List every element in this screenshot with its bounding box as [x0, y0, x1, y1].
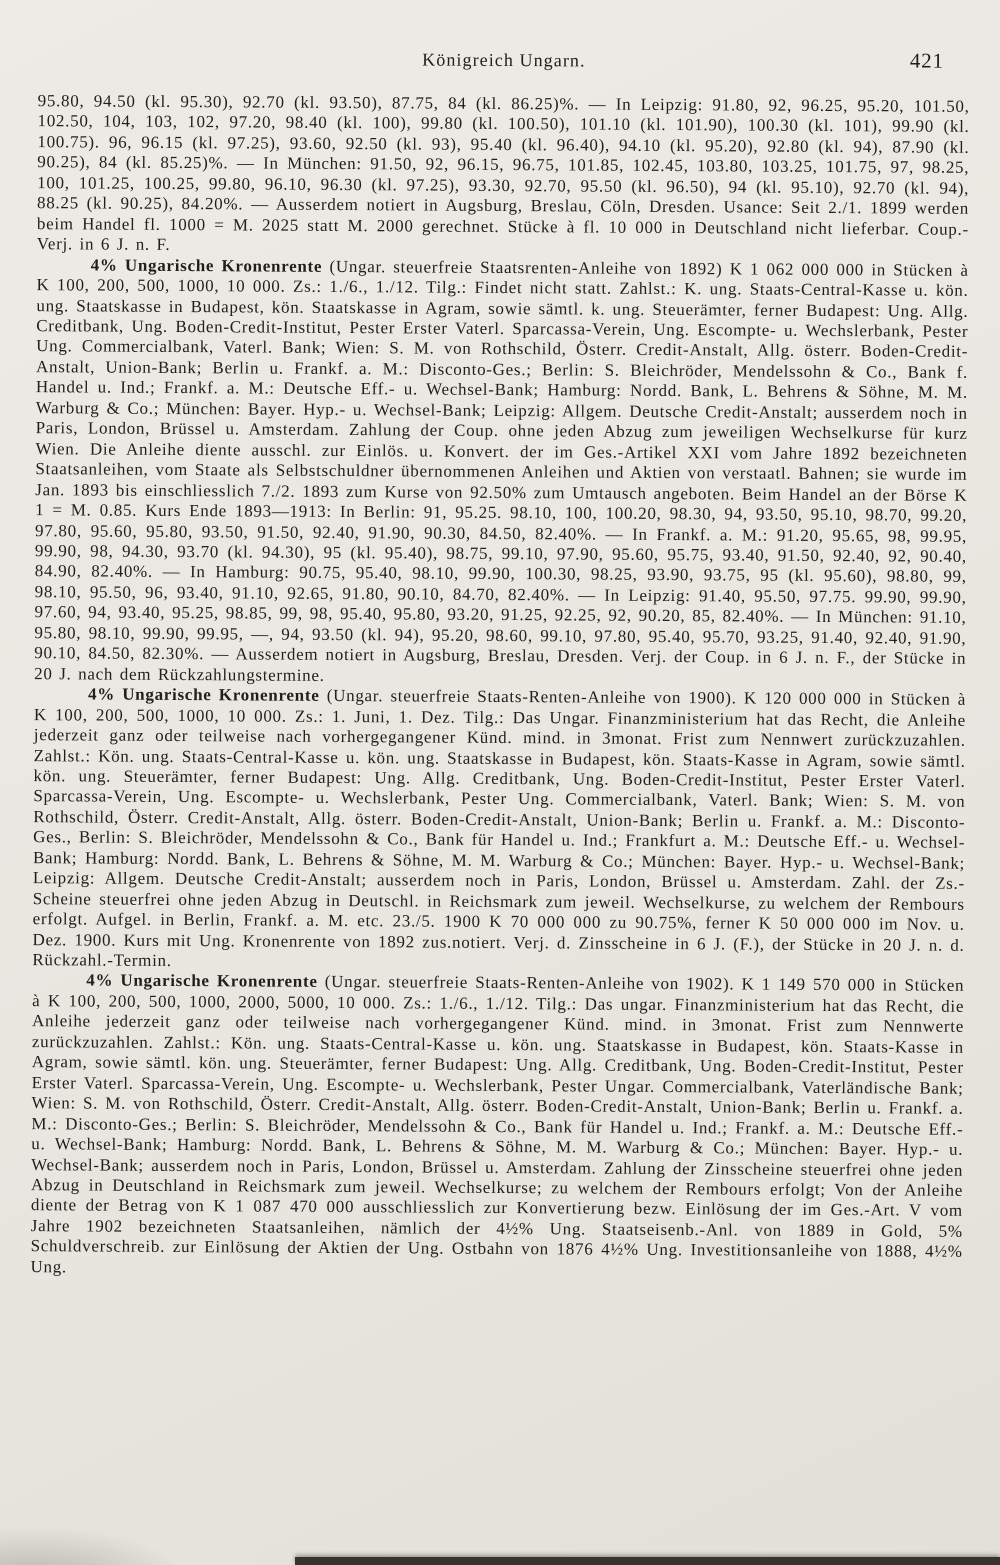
paragraph-lead: 4% Ungarische Kronenrente — [90, 255, 323, 276]
paragraph-text: 95.80, 94.50 (kl. 95.30), 92.70 (kl. 93.50), 87.75, 84 (kl. 86.25)%. — In Leipzig: 91.80, 92, 96.25, 95.20, 101.50, 102.50, 104, 103, 102, 97.20, 98.40 (kl. 100), 99.80 (kl. 100.50), 101.10 (kl. 101.90), 100.30 (kl. 101), 99.90 (kl. 100.75). 96, 96.15 (kl. 97.25), 93.60, 92.50 (kl. 93), 95.40 (kl. 96.40), 94.10 (kl. 95.20), 92.80 (kl. 94), 87.90 (kl. 90.25), 84 (kl. 85.25)%. — In München: 91.50, 92, 96.15, 96.75, 101.85, 102.45, 103.80, 103.25, 101.75, 97, 98.25, 100, 101.25, 100.25, 99.80, 96.10, 96.30 (kl. 97.25), 93.30, 92.70, 95.50 (kl. 96.50), 94 (kl. 95.10), 92.70 (kl. 94), 88.25 (kl. 90.25), 84.20%. — Ausserdem notiert in Augsburg, Breslau, Cöln, Dresden. Usance: Seit 2./1. 1899 werden beim Handel fl. 1000 = M. 2025 statt M. 2000 gerechnet. Stücke à fl. 10 000 in Deutschland nicht lieferbar. Coup.-Verj. in 6 J. n. F. — [36, 91, 970, 255]
paragraph-text: (Ungar. steuerfreie Staats-Renten-Anleihe von 1902). K 1 149 570 000 in Stücken à K 100, 200, 500, 1000, 2000, 5000, 10 000. Zs.: 1./6., 1./12. Tilg.: Das ungar. Finanzministerium hat das Recht, die Anleihe jederzeit ganz oder teilweise nach vorhergegangener Künd. mind. in 3monat. Frist zum Nennwerte zurückzuzahlen. Zahlst.: Kön. ung. Staats-Central-Kasse u. kön. ung. Staatskasse in Budapest, kön. Staats-Kasse in Agram, sowie sämtl. kön. ung. Steuerämter, ferner Budapest: Ung. Allg. Creditbank, Ung. Boden-Credit-Institut, Pester Erster Vaterl. Sparcassa-Verein, Ung. Escompte- u. Wechslerbank, Pester Ungar. Commercialbank, Vaterländische Bank; Wien: S. M. von Rothschild, Österr. Credit-Anstalt, Allg. österr. Boden-Credit-Anstalt, Union-Bank; Berlin u. Frankf. a. M.: Disconto-Ges.; Berlin: S. Bleichröder, Mendelssohn & Co., Bank für Handel u. Ind.; Frankf. a. M.: Deutsche Eff.- u. Wechsel-Bank; Hamburg: Nordd. Bank, L. Behrens & Söhne, M. M. Warburg & Co.; München: Bayer. Hyp.- u. Wechsel-Bank; ausserdem noch in Paris, London, Brüssel u. Amsterdam. Zahlung der Zinsscheine steuerfrei ohne jeden Abzug in Deutschland in Reichsmark zum jeweil. Wechselkurse; zu welchem der Rembours erfolgt; Von der Anleihe diente der Betrag von K 1 087 470 000 ausschliesslich zur Konvertierung bezw. Einlösung der im Ges.-Art. V vom Jahre 1902 bezeichneten Staatsanleihen, nämlich der 4½% Ung. Staatseisenb.-Anl. von 1889 in Gold, 5% Schuldverschreib. zur Einlösung der Aktien der Ung. Ostbahn von 1876 4½% Ung. Investitionsanleihe von 1888, 4½% Ung. — [30, 972, 965, 1277]
page-header — [38, 43, 970, 83]
scan-edge-shadow — [295, 1557, 1000, 1565]
page-number: 421 — [909, 48, 944, 73]
scan-corner-shade — [0, 1525, 200, 1565]
paragraph-kronenrente-1892 — [34, 255, 969, 690]
paragraph-lead: 4% Ungarische Kronenrente — [86, 970, 318, 992]
page-content — [30, 43, 970, 1283]
paragraph-kronenrente-1900 — [32, 684, 966, 976]
paragraph-text: (Ungar. steuerfreie Staatsrenten-Anleihe von 1892) K 1 062 000 000 in Stücken à K 100, 200, 500, 1000, 10 000. Zs.: 1./6., 1./12. Tilg.: Findet nicht statt. Zahlst.: K. ung. Staats-Central-Kasse u. kön. ung. Staatskasse in Budapest, kön. Staatskasse in Agram, sowie sämtl. k. ung. Steuerämter, ferner Budapest: Ung. Allg. Creditbank, Ung. Boden-Credit-Institut, Pester Erster Vaterl. Sparcassa-Verein, Ung. Escompte- u. Wechslerbank, Pester Ung. Commercialbank, Vaterl. Bank; Wien: S. M. von Rothschild, Österr. Credit-Anstalt, Allg. österr. Boden-Credit-Anstalt, Union-Bank; Berlin u. Frankf. a. M.: Disconto-Ges.; Berlin: S. Bleichröder, Mendelssohn & Co., Bank f. Handel u. Ind.; Frankf. a. M.: Deutsche Eff.- u. Wechsel-Bank; Hamburg: Nordd. Bank, L. Behrens & Söhne, M. M. Warburg & Co.; München: Bayer. Hyp.- u. Wechsel-Bank; Leipzig: Allgem. Deutsche Credit-Anstalt; ausserdem noch in Paris, London, Brüssel u. Amsterdam. Zahlung der Coup. ohne jeden Abzug zum jeweiligen Wechselkurse für kurz Wien. Die Anleihe diente ausschl. zur Einlös. u. Konvert. der im Ges.-Artikel XXI vom Jahre 1892 bezeichneten Staatsanleihen, vom Staate als Selbstschuldner übernommenen Anleihen und Aktien von verstaatl. Bahnen; sie wurde im Jan. 1893 bis einschliesslich 7./2. 1893 zum Kurse von 92.50% zum Umtausch angeboten. Beim Handel an der Börse K 1 = M. 0.85. Kurs Ende 1893—1913: In Berlin: 91, 95.25. 98.10, 100, 100.20, 98.30, 94, 93.50, 95.10, 98.70, 99.20, 97.80, 95.60, 95.80, 93.50, 91.50, 92.40, 91.90, 90.30, 84.50, 82.40%. — In Frankf. a. M.: 91.20, 95.65, 98, 99.95, 99.90, 98, 94.30, 93.70 (kl. 94.30), 95 (kl. 95.40), 98.75, 99.10, 97.90, 95.60, 95.75, 93.40, 91.50, 92.40, 92, 90.40, 84.90, 82.40%. — In Hamburg: 90.75, 95.40, 98.10, 99.90, 100.30, 98.25, 93.90, 93.75, 95 (kl. 95.60), 98.80, 99, 98.10, 95.50, 96, 93.40, 91.10, 92.65, 91.80, 90.10, 84.70, 82.40%. — In Leipzig: 91.40, 95.50, 97.75. 99.90, 99.90, 97.60, 94, 93.40, 95.25, 98.85, 99, 98, 95.40, 95.80, 93.20, 91.25, 92.25, 92, 90.20, 85, 82.40%. — In München: 91.10, 95.80, 98.10, 99.90, 99.95, —, 94, 93.50 (kl. 94), 95.20, 98.60, 99.10, 97.80, 95.40, 95.70, 93.25, 91.40, 92.40, 91.90, 90.10, 84.50, 82.30%. — Ausserdem notiert in Augsburg, Breslau, Dresden. Verj. der Coup. in 6 J. n. F., der Stücke in 20 J. nach dem Rückzahlungstermine. — [34, 256, 969, 685]
paragraph-lead: 4% Ungarische Kronenrente — [87, 684, 320, 706]
paragraph-text: (Ungar. steuerfreie Staats-Renten-Anleihe von 1900). K 120 000 000 in Stücken à K 100, 200, 500, 1000, 10 000. Zs.: 1. Juni, 1. Dez. Tilg.: Das Ungar. Finanzministerium hat das Recht, die Anleihe jederzeit ganz oder teilweise nach vorhergegangener Künd. mind. in 3monat. Frist zum Nennwert zurückzuzahlen. Zahlst.: Kön. ung. Staats-Central-Kasse u. kön. ung. Staatskasse in Budapest, kön. Staats-Kasse in Agram, sowie sämtl. kön. ung. Steuerämter, ferner Budapest: Ung. Allg. Creditbank, Ung. Boden-Credit-Institut, Pester Erster Vaterl. Sparcassa-Verein, Ung. Escompte- u. Wechslerbank, Pester Ung. Commercialbank, Vaterl. Bank; Wien: S. M. von Rothschild, Österr. Credit-Anstalt, Allg. österr. Boden-Credit-Anstalt, Union-Bank; Berlin u. Frankf. a. M.: Disconto-Ges., Berlin: S. Bleichröder, Mendelssohn & Co., Bank für Handel u. Ind.; Frankfurt a. M.: Deutsche Eff.- u. Wechsel-Bank; Hamburg: Nordd. Bank, L. Behrens & Söhne, M. M. Warburg & Co.; München: Bayer. Hyp.- u. Wechsel-Bank; Leipzig: Allgem. Deutsche Credit-Anstalt; ausserdem noch in Paris, London, Brüssel u. Amsterdam. Zahl. der Zs.-Scheine steuerfrei ohne jeden Abzug in Deutschl. in Reichsmark zum jeweil. Wechselkurse, zu welchem der Rembours erfolgt. Aufgel. in Berlin, Frankf. a. M. etc. 23./5. 1900 K 70 000 000 zu 90.75%, ferner K 50 000 000 im Nov. u. Dez. 1900. Kurs mit Ung. Kronenrente von 1892 zus.notiert. Verj. d. Zinsscheine in 6 J. (F.), der Stücke in 20 J. n. d. Rückzahl.-Termin. — [32, 686, 967, 971]
page-body — [30, 91, 969, 1283]
paragraph-continuation — [37, 91, 970, 260]
paragraph-kronenrente-1902 — [30, 971, 964, 1283]
running-title: Königreich Ungarn. — [422, 49, 586, 71]
